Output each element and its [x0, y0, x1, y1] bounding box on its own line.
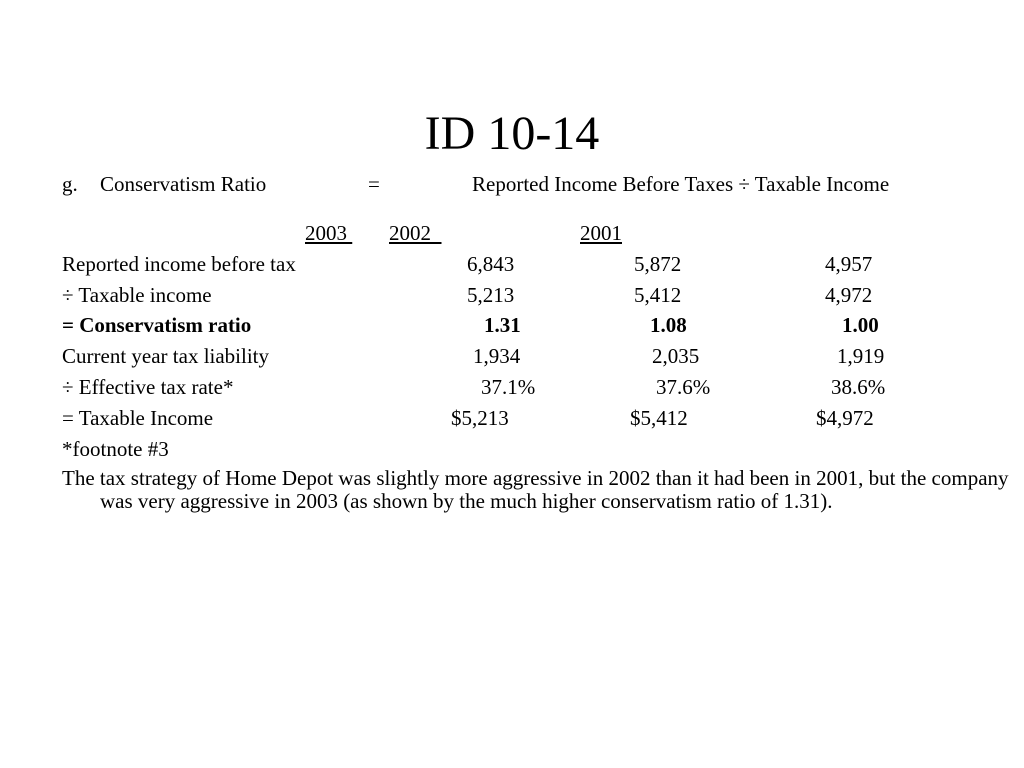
row-label: = Taxable Income — [62, 406, 214, 430]
formula-label: Conservatism Ratio — [100, 172, 267, 196]
row-label: ÷ Taxable income — [62, 283, 212, 307]
row-value: 6,843 — [467, 252, 515, 276]
row-value: $5,412 — [630, 406, 688, 430]
year-header-2003: 2003 — [305, 221, 353, 245]
formula-expression: Reported Income Before Taxes ÷ Taxable Income — [472, 172, 890, 196]
row-value: 4,972 — [825, 283, 873, 307]
formula-equals: = — [368, 172, 380, 196]
row-label: Current year tax liability — [62, 344, 270, 368]
row-value: 5,412 — [634, 283, 682, 307]
row-value: 1.00 — [842, 313, 879, 337]
row-value: $4,972 — [816, 406, 874, 430]
row-value: 2,035 — [652, 344, 700, 368]
row-value: 1.31 — [484, 313, 521, 337]
row-value: 5,213 — [467, 283, 515, 307]
row-value: 1,919 — [837, 344, 885, 368]
row-value: 37.1% — [481, 375, 536, 399]
conclusion-paragraph: The tax strategy of Home Depot was slightly more aggressive in 2002 than it had been in 2001, but the company was very aggressive in 2003 (as shown by the much higher conservatism ratio of 1.31). — [62, 466, 1009, 513]
row-value: 4,957 — [825, 252, 873, 276]
year-header-2002: 2002 — [389, 221, 431, 245]
row-value: 1.08 — [650, 313, 687, 337]
row-label: Reported income before tax — [62, 252, 296, 276]
row-label: = Conservatism ratio — [62, 313, 252, 337]
row-value: 1,934 — [473, 344, 521, 368]
row-label: ÷ Effective tax rate* — [62, 375, 234, 399]
row-value: 38.6% — [831, 375, 886, 399]
slide-title: ID 10-14 — [424, 107, 600, 160]
row-value: 5,872 — [634, 252, 682, 276]
row-value: $5,213 — [451, 406, 509, 430]
row-value: 37.6% — [656, 375, 711, 399]
year-header-2001: 2001 — [580, 221, 622, 245]
footnote: *footnote #3 — [62, 437, 169, 461]
formula-marker: g. — [62, 172, 78, 196]
